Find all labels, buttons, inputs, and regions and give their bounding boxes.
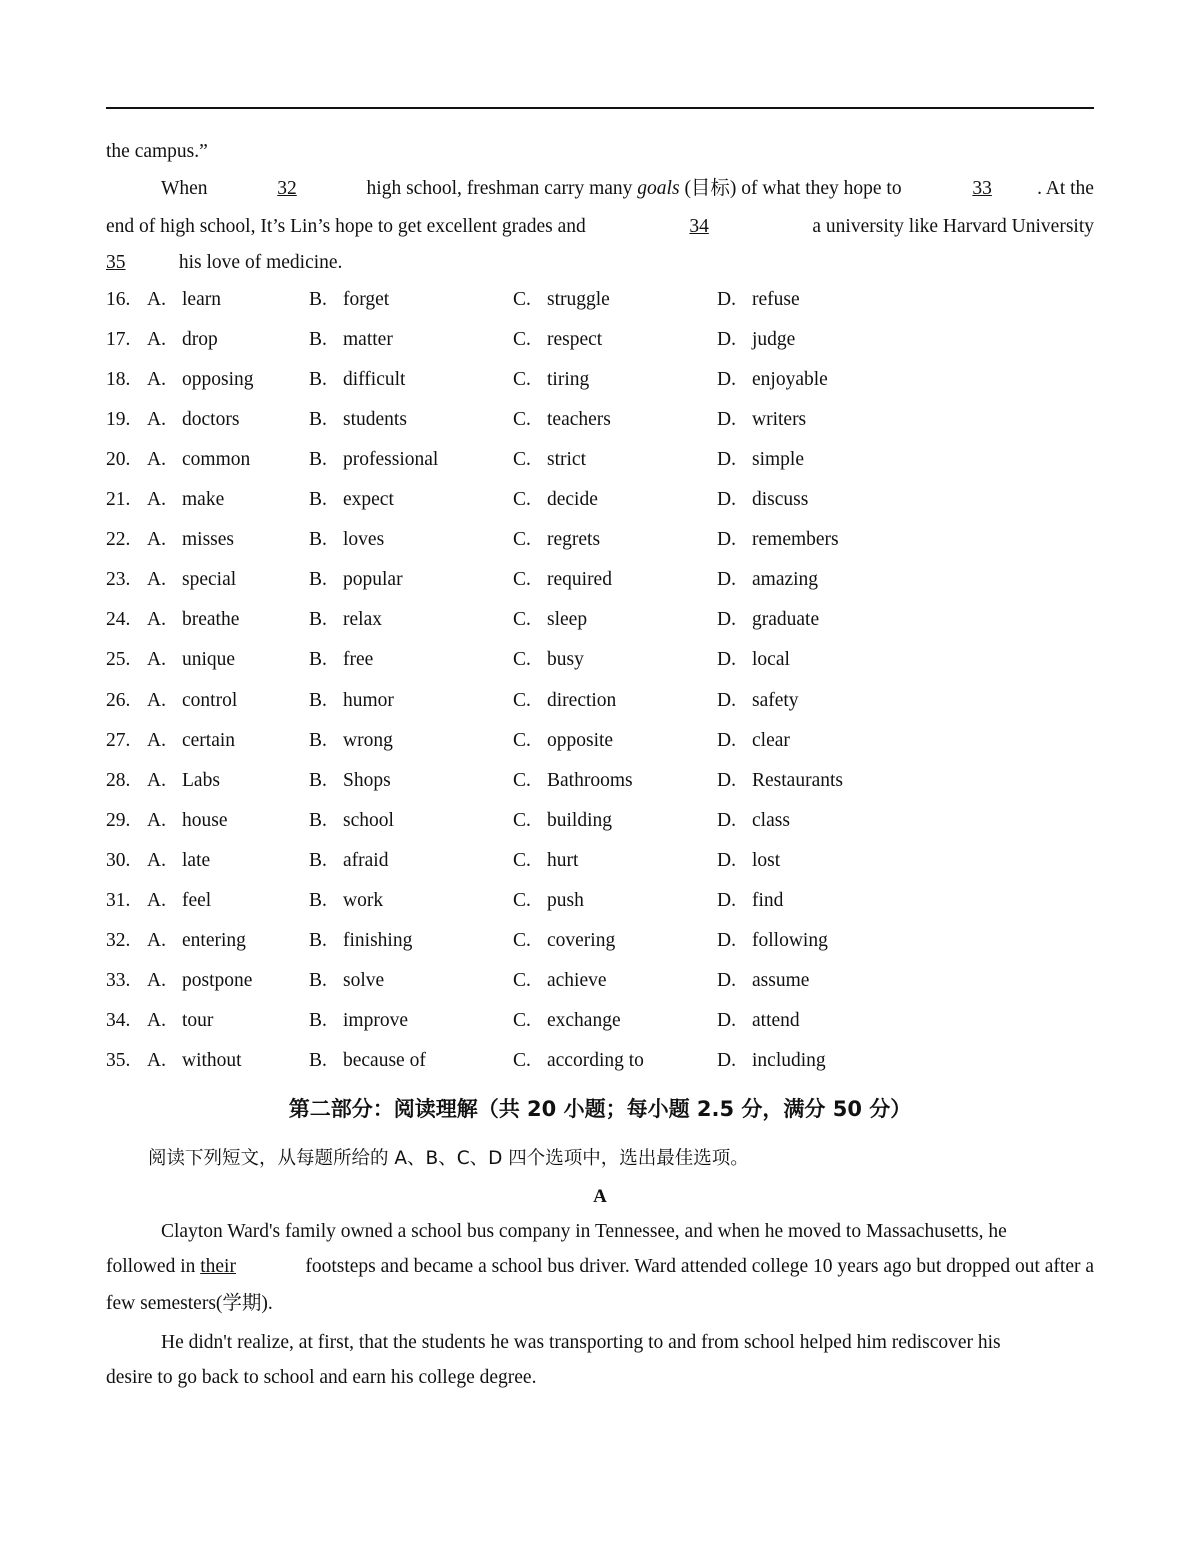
option-letter-c: C. <box>513 809 531 831</box>
passage-segment: followed in <box>106 1256 196 1277</box>
option-letter-d: D. <box>717 929 736 951</box>
option-letter-d: D. <box>717 329 736 351</box>
cloze-line-1 <box>161 177 1094 201</box>
option-b: free <box>343 649 374 671</box>
cloze-line-0 <box>106 140 1094 164</box>
question-number: 29. <box>106 809 131 831</box>
option-b: forget <box>343 289 390 310</box>
option-d: Restaurants <box>752 769 843 791</box>
option-b: Shops <box>343 769 391 791</box>
cloze-text: his love of medicine. <box>178 252 343 273</box>
option-c: sleep <box>547 609 588 631</box>
passage-line-2 <box>106 1255 1094 1279</box>
option-a: doctors <box>182 409 240 431</box>
option-d: safety <box>752 689 799 711</box>
option-letter-b: B. <box>309 929 327 951</box>
option-letter-b: B. <box>309 649 327 671</box>
cloze-text <box>367 177 902 201</box>
option-letter-b: B. <box>309 409 327 431</box>
option-a: drop <box>182 329 218 351</box>
option-letter-c: C. <box>513 329 531 351</box>
option-letter-a: A. <box>147 329 166 351</box>
option-letter-d: D. <box>717 609 736 631</box>
blank-33: 33 <box>972 178 992 199</box>
option-a: learn <box>182 289 221 310</box>
option-letter-b: B. <box>309 609 327 631</box>
option-a: late <box>182 849 211 871</box>
option-letter-a: A. <box>147 729 166 751</box>
passage-line-4 <box>161 1331 1094 1355</box>
option-letter-c: C. <box>513 969 531 991</box>
option-row <box>106 288 906 312</box>
header-rule <box>106 107 1094 109</box>
option-c: respect <box>547 329 603 351</box>
option-b: expect <box>343 489 394 511</box>
option-letter-d: D. <box>717 569 736 591</box>
option-d: clear <box>752 729 790 751</box>
option-c: Bathrooms <box>547 769 633 791</box>
option-row <box>106 608 906 632</box>
option-letter-a: A. <box>147 649 166 671</box>
option-b: afraid <box>343 849 389 871</box>
option-c: decide <box>547 489 598 511</box>
option-d: refuse <box>752 289 800 310</box>
question-number: 17. <box>106 329 131 351</box>
option-a: entering <box>182 929 246 951</box>
option-b: school <box>343 809 394 831</box>
option-letter-a: A. <box>147 1009 166 1031</box>
option-a: tour <box>182 1009 214 1031</box>
option-b: solve <box>343 969 385 991</box>
option-letter-c: C. <box>513 769 531 791</box>
option-b: popular <box>343 569 403 591</box>
option-c: struggle <box>547 289 610 310</box>
question-number: 35. <box>106 1049 131 1071</box>
question-number: 32. <box>106 929 131 951</box>
passage-line-1 <box>161 1220 1094 1244</box>
option-a: certain <box>182 729 236 751</box>
blank-34: 34 <box>689 216 709 237</box>
blank-32: 32 <box>277 178 297 199</box>
option-letter-c: C. <box>513 609 531 631</box>
option-d: assume <box>752 969 810 991</box>
option-letter-d: D. <box>717 449 736 471</box>
option-c: building <box>547 809 613 831</box>
option-c: required <box>547 569 612 591</box>
question-number: 23. <box>106 569 131 591</box>
option-c: achieve <box>547 969 607 991</box>
option-d: graduate <box>752 609 820 631</box>
question-number: 27. <box>106 729 131 751</box>
option-letter-b: B. <box>309 369 327 391</box>
option-letter-b: B. <box>309 1049 327 1071</box>
option-letter-b: B. <box>309 569 327 591</box>
option-row <box>106 328 906 352</box>
question-number: 20. <box>106 449 131 471</box>
cloze-text-segment: high school, freshman carry many <box>366 178 633 199</box>
option-row <box>106 769 906 793</box>
option-b: difficult <box>343 369 406 391</box>
option-row <box>106 368 906 392</box>
section-title: 第二部分：阅读理解（共 20 小题；每小题 2.5 分，满分 50 分） <box>288 1097 912 1121</box>
question-number: 34. <box>106 1009 131 1031</box>
option-c: covering <box>547 929 616 951</box>
option-a: feel <box>182 889 212 911</box>
option-d: following <box>752 929 828 951</box>
question-number: 22. <box>106 529 131 551</box>
option-row <box>106 1049 906 1073</box>
option-row <box>106 689 906 713</box>
option-letter-a: A. <box>147 449 166 471</box>
option-row <box>106 729 906 753</box>
option-row <box>106 528 906 552</box>
option-a: special <box>182 569 237 591</box>
option-letter-b: B. <box>309 849 327 871</box>
option-a: breathe <box>182 609 240 631</box>
option-d: writers <box>752 409 807 431</box>
option-row <box>106 488 906 512</box>
option-d: class <box>752 809 790 831</box>
option-letter-c: C. <box>513 729 531 751</box>
option-b: loves <box>343 529 385 551</box>
cloze-text-segment: . At the <box>1037 178 1094 199</box>
option-d: local <box>752 649 790 671</box>
passage-line-5 <box>106 1366 1094 1390</box>
cloze-text-segment: (目标) of what they hope to <box>684 178 902 199</box>
option-letter-a: A. <box>147 409 166 431</box>
option-d: enjoyable <box>752 369 828 391</box>
question-number: 21. <box>106 489 131 511</box>
option-row <box>106 648 906 672</box>
cloze-text: the campus.” <box>106 141 208 162</box>
cloze-text <box>927 177 1094 201</box>
option-letter-a: A. <box>147 1049 166 1071</box>
option-letter-d: D. <box>717 529 736 551</box>
option-letter-b: B. <box>309 529 327 551</box>
question-number: 33. <box>106 969 131 991</box>
option-letter-c: C. <box>513 649 531 671</box>
option-d: amazing <box>752 569 819 591</box>
option-a: without <box>182 1049 242 1071</box>
option-c: tiring <box>547 369 590 391</box>
option-letter-d: D. <box>717 889 736 911</box>
option-letter-d: D. <box>717 769 736 791</box>
option-letter-d: D. <box>717 409 736 431</box>
option-d: attend <box>752 1009 800 1031</box>
option-row <box>106 849 906 873</box>
option-a: control <box>182 689 238 711</box>
option-letter-d: D. <box>717 289 736 310</box>
question-number: 18. <box>106 369 131 391</box>
option-b: professional <box>343 449 439 471</box>
option-c: according to <box>547 1049 644 1071</box>
question-number: 19. <box>106 409 131 431</box>
passage-text: Clayton Ward's family owned a school bus company in Tennessee, and when he moved to Massachusetts, he <box>161 1221 1007 1242</box>
passage-text <box>106 1255 236 1279</box>
option-letter-c: C. <box>513 289 531 310</box>
option-letter-a: A. <box>147 889 166 911</box>
passage-letter: A <box>593 1186 607 1207</box>
option-a: make <box>182 489 225 511</box>
option-letter-b: B. <box>309 889 327 911</box>
option-a: house <box>182 809 228 831</box>
question-number: 30. <box>106 849 131 871</box>
option-letter-d: D. <box>717 1049 736 1071</box>
option-letter-a: A. <box>147 769 166 791</box>
option-row <box>106 889 906 913</box>
option-b: humor <box>343 689 394 711</box>
option-letter-a: A. <box>147 609 166 631</box>
question-number: 24. <box>106 609 131 631</box>
option-b: wrong <box>343 729 393 751</box>
option-letter-c: C. <box>513 1009 531 1031</box>
option-letter-d: D. <box>717 809 736 831</box>
option-letter-b: B. <box>309 969 327 991</box>
option-letter-d: D. <box>717 649 736 671</box>
option-letter-a: A. <box>147 289 166 310</box>
option-letter-c: C. <box>513 529 531 551</box>
option-d: lost <box>752 849 781 871</box>
option-a: postpone <box>182 969 253 991</box>
question-number: 31. <box>106 889 131 911</box>
option-a: Labs <box>182 769 220 791</box>
option-letter-b: B. <box>309 489 327 511</box>
option-b: students <box>343 409 407 431</box>
option-letter-a: A. <box>147 369 166 391</box>
cloze-text: end of high school, It’s Lin’s hope to get excellent grades and <box>106 216 586 237</box>
option-row <box>106 448 906 472</box>
blank-35: 35 <box>106 252 126 273</box>
option-letter-c: C. <box>513 369 531 391</box>
question-number: 28. <box>106 769 131 791</box>
option-d: simple <box>752 449 804 471</box>
cloze-text: When <box>161 178 208 199</box>
option-letter-c: C. <box>513 449 531 471</box>
option-letter-a: A. <box>147 569 166 591</box>
option-row <box>106 809 906 833</box>
option-letter-c: C. <box>513 849 531 871</box>
option-b: finishing <box>343 929 413 951</box>
option-letter-d: D. <box>717 489 736 511</box>
option-letter-c: C. <box>513 489 531 511</box>
option-letter-b: B. <box>309 769 327 791</box>
option-row <box>106 1009 906 1033</box>
option-letter-b: B. <box>309 289 327 310</box>
option-c: exchange <box>547 1009 621 1031</box>
option-letter-b: B. <box>309 449 327 471</box>
option-letter-b: B. <box>309 729 327 751</box>
option-c: opposite <box>547 729 614 751</box>
option-row <box>106 969 906 993</box>
option-c: hurt <box>547 849 579 871</box>
option-letter-d: D. <box>717 689 736 711</box>
option-letter-c: C. <box>513 889 531 911</box>
option-b: improve <box>343 1009 408 1031</box>
option-letter-b: B. <box>309 1009 327 1031</box>
option-d: judge <box>752 329 796 351</box>
option-letter-d: D. <box>717 969 736 991</box>
option-letter-c: C. <box>513 569 531 591</box>
option-b: relax <box>343 609 382 631</box>
passage-line-3 <box>106 1292 1094 1316</box>
question-number: 26. <box>106 689 131 711</box>
passage-text: He didn't realize, at first, that the students he was transporting to and from school helped him rediscover his <box>161 1332 1001 1353</box>
option-letter-d: D. <box>717 729 736 751</box>
option-c: strict <box>547 449 586 471</box>
section-instruction: 阅读下列短文，从每题所给的 A、B、C、D 四个选项中，选出最佳选项。 <box>148 1148 749 1169</box>
option-row <box>106 929 906 953</box>
option-letter-a: A. <box>147 969 166 991</box>
option-letter-c: C. <box>513 1049 531 1071</box>
option-d: remembers <box>752 529 839 551</box>
option-letter-c: C. <box>513 929 531 951</box>
option-c: teachers <box>547 409 611 431</box>
cloze-line-3 <box>106 251 1094 275</box>
option-letter-a: A. <box>147 929 166 951</box>
option-a: common <box>182 449 251 471</box>
option-letter-d: D. <box>717 369 736 391</box>
option-d: discuss <box>752 489 809 511</box>
question-number: 16. <box>106 289 131 310</box>
passage-text: few semesters(学期). <box>106 1293 273 1314</box>
option-letter-b: B. <box>309 689 327 711</box>
cloze-text: a university like Harvard University <box>812 216 1094 237</box>
option-row <box>106 568 906 592</box>
passage-text: footsteps and became a school bus driver. Ward attended college 10 years ago but dropped out after a <box>305 1256 1094 1277</box>
option-b: matter <box>343 329 393 351</box>
option-letter-a: A. <box>147 689 166 711</box>
goals-word: goals <box>637 178 680 199</box>
option-letter-c: C. <box>513 689 531 711</box>
option-letter-d: D. <box>717 849 736 871</box>
cloze-line-2 <box>106 215 1094 239</box>
option-c: push <box>547 889 584 911</box>
option-letter-b: B. <box>309 809 327 831</box>
option-a: unique <box>182 649 236 671</box>
option-a: opposing <box>182 369 254 391</box>
option-d: find <box>752 889 784 911</box>
option-row <box>106 408 906 432</box>
passage-text: desire to go back to school and earn his college degree. <box>106 1367 537 1388</box>
option-letter-a: A. <box>147 529 166 551</box>
option-letter-a: A. <box>147 809 166 831</box>
option-a: misses <box>182 529 235 551</box>
option-letter-c: C. <box>513 409 531 431</box>
underlined-word: their <box>200 1256 236 1277</box>
option-b: because of <box>343 1049 426 1071</box>
option-c: direction <box>547 689 617 711</box>
option-letter-d: D. <box>717 1009 736 1031</box>
option-c: regrets <box>547 529 601 551</box>
option-letter-b: B. <box>309 329 327 351</box>
option-letter-a: A. <box>147 489 166 511</box>
question-number: 25. <box>106 649 131 671</box>
option-c: busy <box>547 649 584 671</box>
option-letter-a: A. <box>147 849 166 871</box>
option-b: work <box>343 889 384 911</box>
option-d: including <box>752 1049 826 1071</box>
